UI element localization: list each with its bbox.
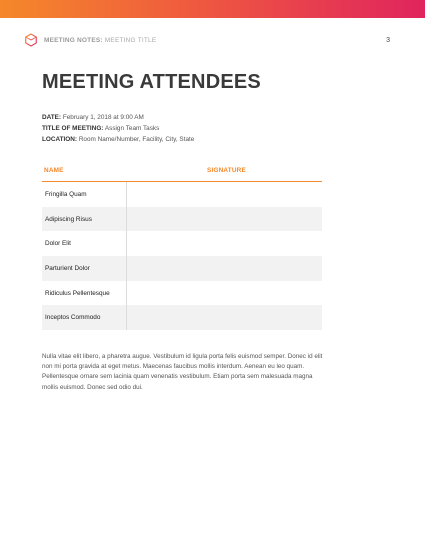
- attendee-name: Adipiscing Risus: [42, 207, 127, 232]
- signature-cell[interactable]: [127, 256, 322, 281]
- meeting-title-value: Assign Team Tasks: [104, 124, 160, 132]
- page-title: MEETING ATTENDEES: [42, 71, 261, 93]
- signature-cell[interactable]: [127, 305, 322, 330]
- location-label: LOCATION:: [42, 135, 78, 143]
- signature-cell[interactable]: [127, 281, 322, 306]
- attendee-name: Inceptos Commodo: [42, 305, 127, 330]
- page-number: 3: [386, 36, 390, 44]
- meeting-title-line: [42, 124, 194, 135]
- header-label: MEETING NOTES:: [44, 36, 103, 44]
- signature-cell[interactable]: [127, 182, 322, 207]
- table-row: [42, 281, 322, 306]
- attendee-name: Fringilla Quam: [42, 182, 127, 207]
- date-line: [42, 113, 194, 124]
- meeting-title-label: TITLE OF MEETING:: [42, 124, 104, 132]
- column-header-signature: SIGNATURE: [207, 167, 246, 174]
- date-value: February 1, 2018 at 9:00 AM: [62, 114, 144, 121]
- page-header: [24, 31, 390, 49]
- header-title: MEETING TITLE: [104, 36, 157, 44]
- body-paragraph: Nulla vitae elit libero, a pharetra augue. Vestibulum id ligula porta felis euismod semper. Donec id elit non mi porta gravida at eget metus. Maecenas faucibus mollis interdum. Aenean eu leo quam. Pellentesque ornare sem lacinia quam venenatis vestibulum. Etiam porta sem malesuada magna mollis euismod. Donec sed odio dui.: [42, 353, 323, 391]
- attendees-table: [42, 167, 322, 330]
- hexagon-logo-icon: [24, 33, 38, 47]
- table-row: [42, 207, 322, 232]
- attendee-name: Dolor Elit: [42, 231, 127, 256]
- table-row: [42, 256, 322, 281]
- signature-cell[interactable]: [127, 207, 322, 232]
- table-row: [42, 182, 322, 207]
- table-row: [42, 305, 322, 330]
- top-gradient-bar: [0, 0, 425, 18]
- date-label: DATE:: [42, 114, 62, 121]
- meeting-details: [42, 113, 194, 145]
- attendee-name: Parturient Dolor: [42, 256, 127, 281]
- attendee-name: Ridiculus Pellentesque: [42, 281, 127, 306]
- location-line: [42, 135, 194, 146]
- location-value: Room Name/Number, Facility, City, State: [78, 135, 195, 143]
- table-row: [42, 231, 322, 256]
- signature-cell[interactable]: [127, 231, 322, 256]
- table-header: [42, 167, 322, 182]
- header-breadcrumb: [44, 37, 156, 44]
- column-header-name: NAME: [44, 167, 64, 174]
